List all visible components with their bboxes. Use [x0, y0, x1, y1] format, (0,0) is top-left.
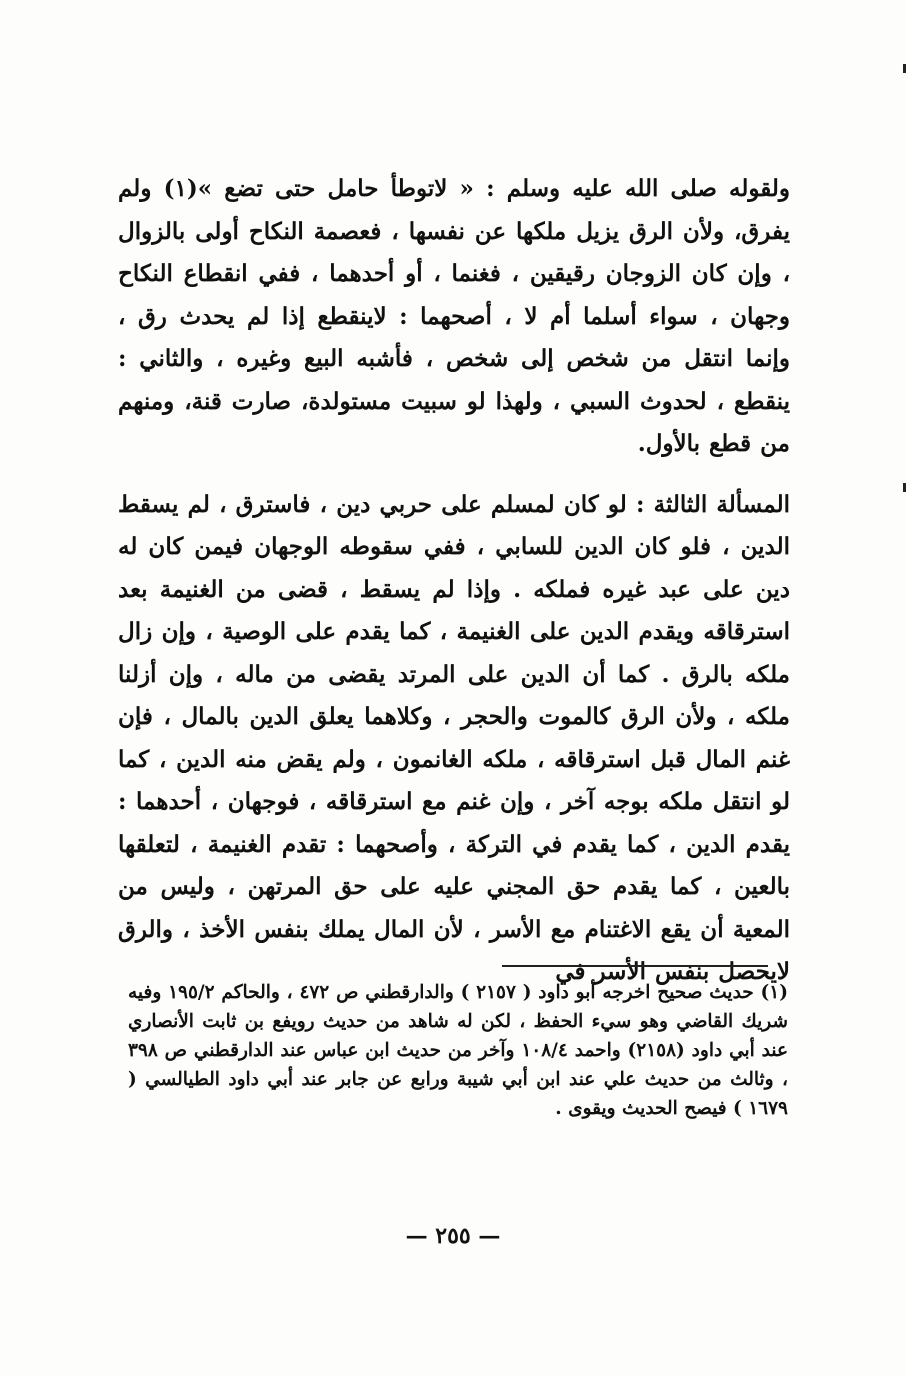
section-heading: المسألة الثالثة : — [635, 490, 790, 518]
paragraph-2 — [118, 484, 790, 994]
main-text — [118, 168, 790, 994]
footnote-divider — [502, 965, 768, 967]
paragraph-2-text: لو كان لمسلم على حربي دين ، فاسترق ، لم يسقط الدين ، فلو كان الدين للسابي ، ففي سقوطه الوجهان فيمن كان له دين على عبد غيره فملكه . وإذا لم يسقط ، قضى من الغنيمة بعد استرقاقه ويقدم الدين على الغنيمة ، كما يقدم على الوصية ، وإن زال ملكه بالرق . كما أن الدين على المرتد يقضى من ماله ، وإن أزلنا ملكه ، ولأن الرق كالموت والحجر ، وكلاهما يعلق الدين بالمال ، فإن غنم المال قبل استرقاقه ، ملكه الغانمون ، ولم يقض منه الدين ، كما لو انتقل ملكه بوجه آخر ، وإن غنم مع استرقاقه ، فوجهان ، أحدهما : يقدم الدين ، كما يقدم في التركة ، وأصحهما : تقدم الغنيمة ، لتعلقها بالعين ، كما يقدم حق المجني عليه على حق المرتهن ، وليس من المعية أن يقع الاغتنام مع الأسر ، لأن المال يملك بنفس الأخذ ، والرق لايحصل بنفس الأسر في — [118, 490, 790, 985]
page-number: — ٢٥٥ — — [405, 1223, 501, 1249]
footnotes — [128, 978, 788, 1123]
paragraph-1: ولقوله صلى الله عليه وسلم : « لاتوطأ حامل حتى تضع »(١) ولم يفرق، ولأن الرق يزيل ملكها عن نفسها ، فعصمة النكاح أولى بالزوال ، وإن كان الزوجان رقيقين ، فغنما ، أو أحدهما ، ففي انقطاع النكاح وجهان ، سواء أسلما أم لا ، أصحهما : لاينقطع إذا لم يحدث رق ، وإنما انتقل من شخص إلى شخص ، فأشبه البيع وغيره ، والثاني : ينقطع ، لحدوث السبي ، ولهذا لو سبيت مستولدة، صارت قنة، ومنهم من قطع بالأول. — [118, 175, 790, 457]
footnote-1: (١) حديث صحيح اخرجه أبو داود ( ٢١٥٧ ) والدارقطني ص ٤٧٢ ، والحاكم ١٩٥/٢ وفيه شريك القاضي وهو سيء الحفظ ، لكن له شاهد من حديث رويفع بن ثابت الأنصاري عند أبي داود (٢١٥٨) واحمد ١٠٨/٤ وآخر من حديث ابن عباس عند الدارقطني ص ٣٩٨ ، وثالث من حديث علي عند ابن أبي شيبة ورابع عن جابر عند أبي داود الطيالسي ( ١٦٧٩ ) فيصح الحديث ويقوى . — [128, 982, 788, 1119]
